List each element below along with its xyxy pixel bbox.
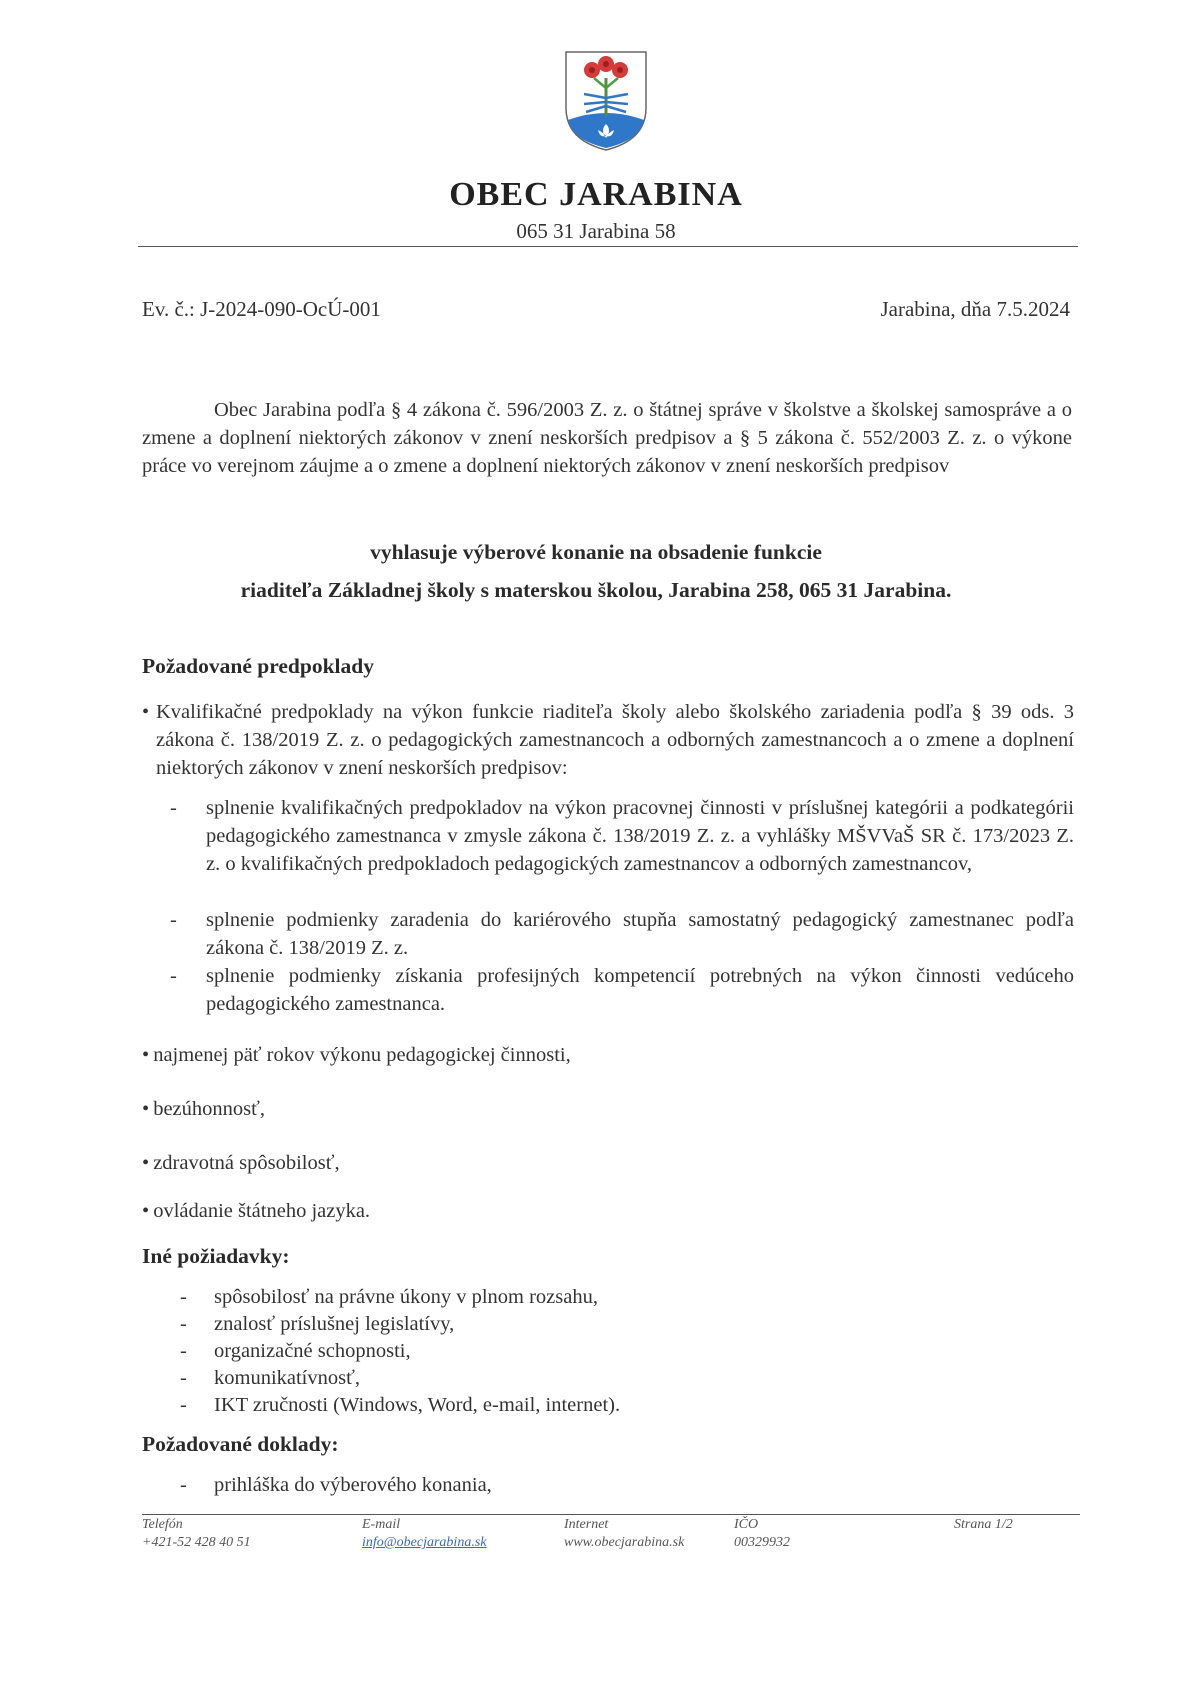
org-address: 065 31 Jarabina 58 [516,219,676,243]
bullet-text: zdravotná spôsobilosť, [153,1152,340,1174]
bullet-text: ovládanie štátneho jazyka. [153,1200,371,1222]
bullet-icon: • [142,1200,150,1222]
dash-icon: - [180,1313,187,1335]
list-item-text: znalosť príslušnej legislatívy, [214,1313,455,1335]
footer-page-number [954,1516,1013,1534]
footer-email-label: E-mail [362,1517,401,1532]
dash-icon: - [170,965,177,987]
bullet-text: bezúhonnosť, [153,1098,265,1120]
footer-divider [142,1514,1080,1515]
list-item-text: spôsobilosť na právne úkony v plnom rozsahu, [214,1286,598,1308]
requirement-bullet [142,1200,370,1223]
footer-ico-label: IČO [734,1517,759,1532]
footer-email-link[interactable]: info@obecjarabina.sk [362,1535,487,1550]
sub-requirement [170,906,1074,962]
requirements-heading: Požadované predpoklady [142,654,374,678]
requirement-bullet [142,1152,340,1175]
sub-requirement-text: splnenie podmienky zaradenia do kariérového stupňa samostatný pedagogický zamestnanec podľa zákona č. 138/2019 Z. z. [206,909,1074,959]
dash-icon: - [180,1394,187,1416]
footer-phone-value: +421-52 428 40 51 [142,1535,251,1550]
footer-ico-value: 00329932 [734,1535,790,1550]
requirement-bullet-qualification [142,698,1074,782]
bullet-icon: • [142,1098,150,1120]
dash-icon: - [180,1474,187,1496]
list-item-text: komunikatívnosť, [214,1367,360,1389]
reference-number: Ev. č.: J-2024-090-OcÚ-001 [142,297,381,321]
sub-requirement-text: splnenie kvalifikačných predpokladov na výkon pracovnej činnosti v príslušnej kategórii a podkategórii pedagogického zamestnanca v zmysle zákona č. 138/2019 Z. z. a vyhlášky MŠVVaŠ SR č. 173/2023 Z. z. o kvalifikačných predpokladoch pedagogických zamestnancov a odborných zamestnancov, [206,797,1074,875]
requirement-bullet [142,1044,571,1067]
footer-web [564,1516,684,1552]
list-item [180,1365,620,1392]
footer-email [362,1516,486,1552]
sub-requirement [170,962,1074,1018]
dash-icon: - [180,1286,187,1308]
list-item [180,1284,620,1311]
bullet-icon: • [142,701,150,723]
footer-phone-label: Telefón [142,1517,183,1532]
page-number: Strana 1/2 [954,1517,1013,1532]
org-name: OBEC JARABINA [449,176,743,213]
list-item [180,1311,620,1338]
required-documents-list [180,1474,492,1497]
list-item-text: IKT zručnosti (Windows, Word, e-mail, internet). [214,1394,621,1416]
footer-web-value: www.obecjarabina.sk [564,1535,685,1550]
list-item [180,1392,620,1419]
intro-paragraph: Obec Jarabina podľa § 4 zákona č. 596/2003 Z. z. o štátnej správe v školstve a školskej samospráve a o zmene a doplnení niektorých zákonov v znení neskorších predpisov a § 5 zákona č. 552/2003 Z. z. o výkone práce vo verejnom záujme a o zmene a doplnení niektorých zákonov v znení neskorších predpisov [142,399,1072,477]
footer-phone [142,1516,251,1552]
announcement-line-1: vyhlasuje výberové konanie na obsadenie funkcie [370,540,822,564]
sub-requirement-text: splnenie podmienky získania profesijných kompetencií potrebných na výkon činnosti vedúceho pedagogického zamestnanca. [206,965,1074,1015]
other-requirements-heading: Iné požiadavky: [142,1244,290,1268]
required-documents-heading: Požadované doklady: [142,1432,339,1456]
dash-icon: - [180,1340,187,1362]
bullet-text: Kvalifikačné predpoklady na výkon funkcie riaditeľa školy alebo školského zariadenia podľa § 39 ods. 3 zákona č. 138/2019 Z. z. o pedagogických zamestnancoch a odborných zamestnancoch a o zmene a doplnení niektorých zákonov v znení neskorších predpisov: [156,701,1074,779]
dash-icon: - [170,797,177,819]
bullet-icon: • [142,1152,150,1174]
coat-of-arms-logo [562,48,650,152]
header-divider [138,246,1078,247]
bullet-icon: • [142,1044,150,1066]
list-item-text: organizačné schopnosti, [214,1340,411,1362]
other-requirements-list [180,1284,620,1419]
requirement-bullet [142,1098,265,1121]
document-date: Jarabina, dňa 7.5.2024 [880,297,1070,321]
list-item [180,1338,620,1365]
sub-requirement [170,794,1074,878]
footer-web-label: Internet [564,1517,609,1532]
bullet-text: najmenej päť rokov výkonu pedagogickej činnosti, [153,1044,571,1066]
announcement-line-2: riaditeľa Základnej školy s materskou školou, Jarabina 258, 065 31 Jarabina. [240,578,952,602]
dash-icon: - [180,1367,187,1389]
list-item-text: prihláška do výberového konania, [214,1474,492,1496]
footer-ico [734,1516,790,1552]
dash-icon: - [170,909,177,931]
